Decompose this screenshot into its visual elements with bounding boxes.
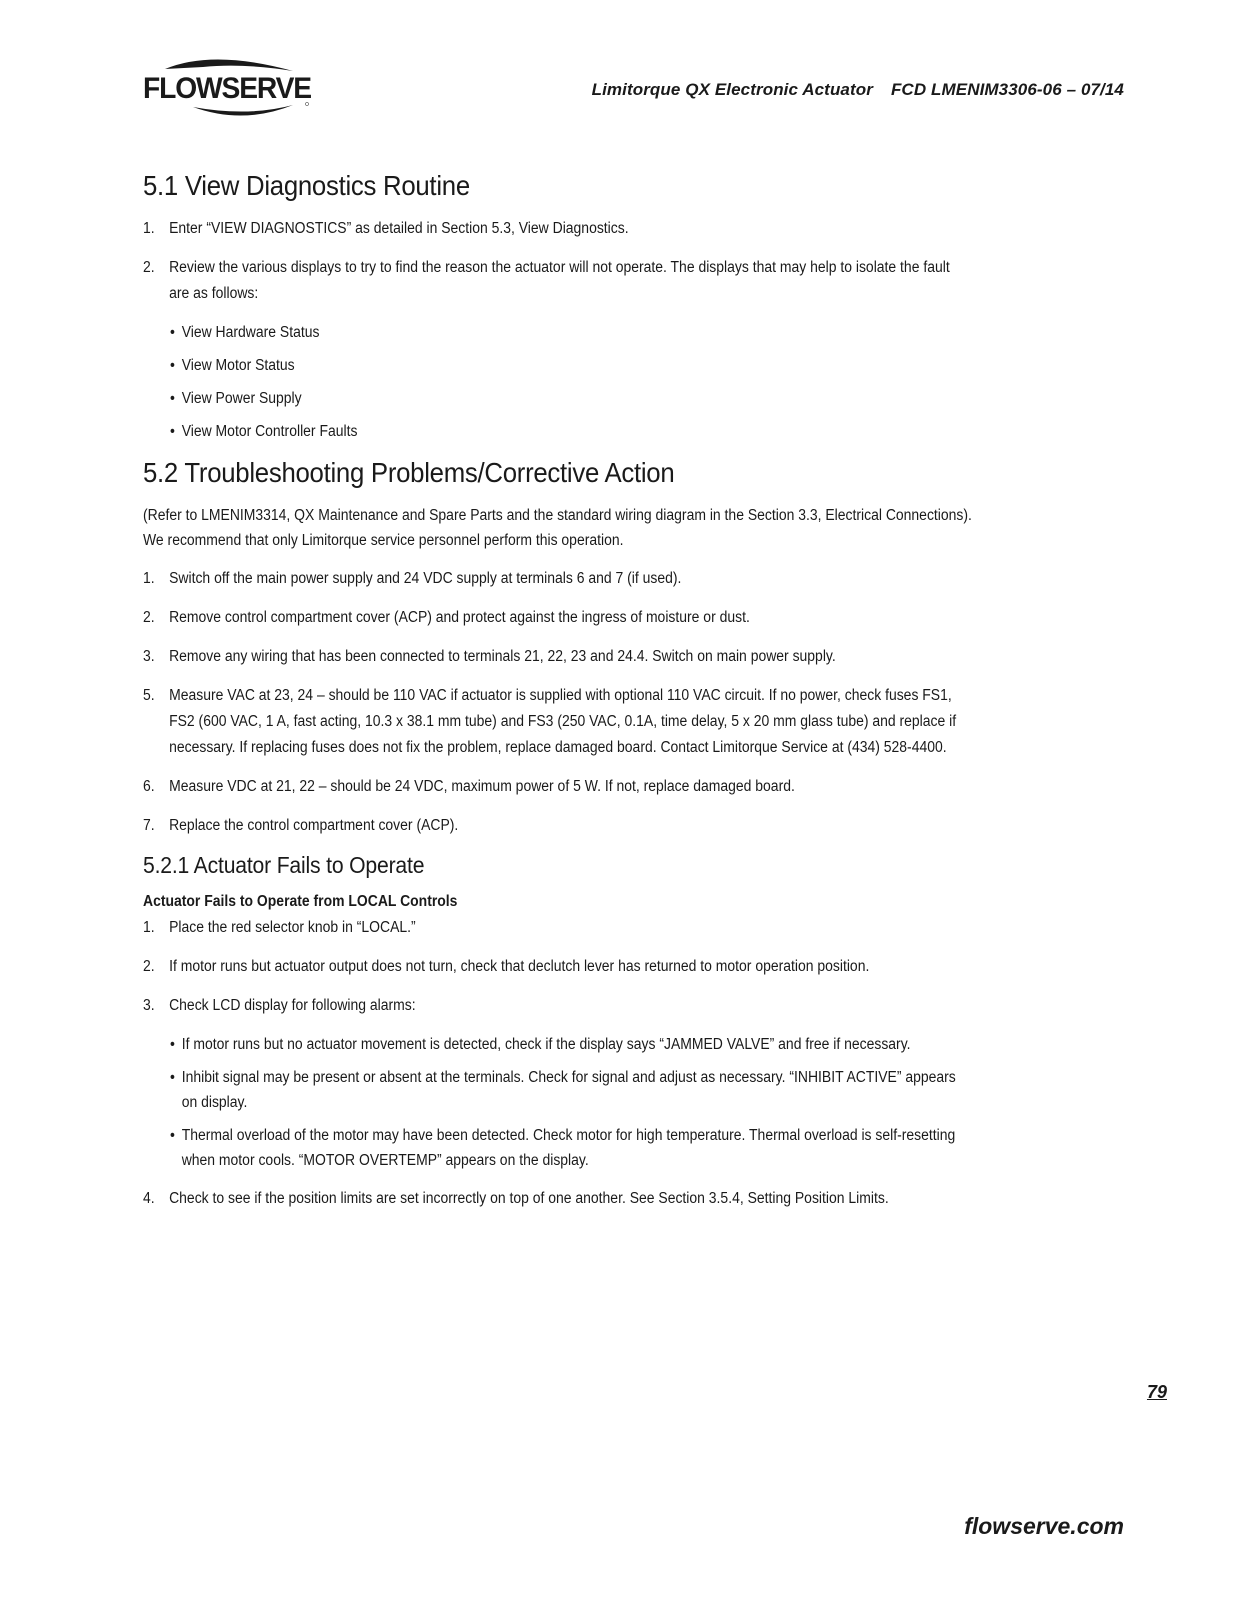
list-item: 4. Check to see if the position limits are set incorrectly on top of one another. See Section 3.5.4, Setting Position Limits. bbox=[143, 1190, 889, 1207]
bullet-item: • Inhibit signal may be present or absent at the terminals. Check for signal and adjust as necessary. “INHIBIT ACTIVE” appears on display. bbox=[170, 1069, 956, 1111]
list-item: 5. Measure VAC at 23, 24 – should be 110 VAC if actuator is supplied with optional 110 VAC circuit. If no power, check fuses FS1, FS2 (600 VAC, 1 A, fast acting, 10.3 x 38.1 mm tube) and FS3 (250 VAC, 0.1A, time delay, 5 x 20 mm glass tube) and replace if necessary. If replacing fuses does not fix the problem, replace damaged board. Contact Limitorque Service at (434) 528-4400. bbox=[143, 687, 957, 756]
section-5-2-heading: 5.2 Troubleshooting Problems/Corrective Action bbox=[143, 457, 675, 488]
bullet-item: • View Hardware Status bbox=[170, 324, 320, 341]
document-header bbox=[592, 80, 1124, 100]
list-item: 3. Remove any wiring that has been connected to terminals 21, 22, 23 and 24.4. Switch on main power supply. bbox=[143, 648, 836, 665]
bullet-item: • If motor runs but no actuator movement is detected, check if the display says “JAMMED VALVE” and free if necessary. bbox=[170, 1036, 911, 1053]
footer-website[interactable]: flowserve.com bbox=[964, 1513, 1124, 1539]
section-5-2-1-heading: 5.2.1 Actuator Fails to Operate bbox=[143, 852, 425, 878]
local-controls-subheading: Actuator Fails to Operate from LOCAL Controls bbox=[143, 893, 458, 910]
alarm-bullets bbox=[170, 1032, 972, 1173]
list-item: 1. Place the red selector knob in “LOCAL.” bbox=[143, 919, 416, 936]
section-5-1-heading: 5.1 View Diagnostics Routine bbox=[143, 170, 470, 201]
list-item: 6. Measure VDC at 21, 22 – should be 24 VDC, maximum power of 5 W. If not, replace damaged board. bbox=[143, 778, 795, 795]
page-content bbox=[143, 170, 973, 1225]
flowserve-logo bbox=[143, 55, 318, 125]
doc-title: Limitorque QX Electronic Actuator bbox=[591, 80, 873, 99]
bullet-item: • View Motor Status bbox=[170, 357, 295, 374]
list-item: 2. Review the various displays to try to find the reason the actuator will not operate. The displays that may help to isolate the fault are as follows: bbox=[143, 259, 950, 302]
diagnostics-bullets bbox=[170, 320, 972, 444]
list-item: 1. Enter “VIEW DIAGNOSTICS” as detailed in Section 5.3, View Diagnostics. bbox=[143, 220, 629, 237]
list-item: 1. Switch off the main power supply and 24 VDC supply at terminals 6 and 7 (if used). bbox=[143, 570, 682, 587]
list-item: 3. Check LCD display for following alarms: bbox=[143, 997, 416, 1014]
bullet-item: • View Motor Controller Faults bbox=[170, 423, 358, 440]
doc-code: FCD LMENIM3306-06 – 07/14 bbox=[890, 80, 1124, 99]
list-item: 2. If motor runs but actuator output does not turn, check that declutch lever has returned to motor operation position. bbox=[143, 958, 870, 975]
list-item: 2. Remove control compartment cover (ACP) and protect against the ingress of moisture or dust. bbox=[143, 609, 750, 626]
section-5-2-intro: (Refer to LMENIM3314, QX Maintenance and Spare Parts and the standard wiring diagram in the Section 3.3, Electrical Connections). We recommend that only Limitorque service personnel perform this operation. bbox=[143, 507, 972, 549]
bullet-item: • View Power Supply bbox=[170, 390, 302, 407]
logo-wordmark: FLOWSERVE bbox=[143, 72, 312, 105]
list-item: 7. Replace the control compartment cover (ACP). bbox=[143, 817, 459, 834]
bullet-item: • Thermal overload of the motor may have been detected. Check motor for high temperature. Thermal overload is self-resetting when motor cools. “MOTOR OVERTEMP” appears on the display. bbox=[170, 1127, 956, 1169]
page-number: 79 bbox=[1146, 1382, 1167, 1402]
